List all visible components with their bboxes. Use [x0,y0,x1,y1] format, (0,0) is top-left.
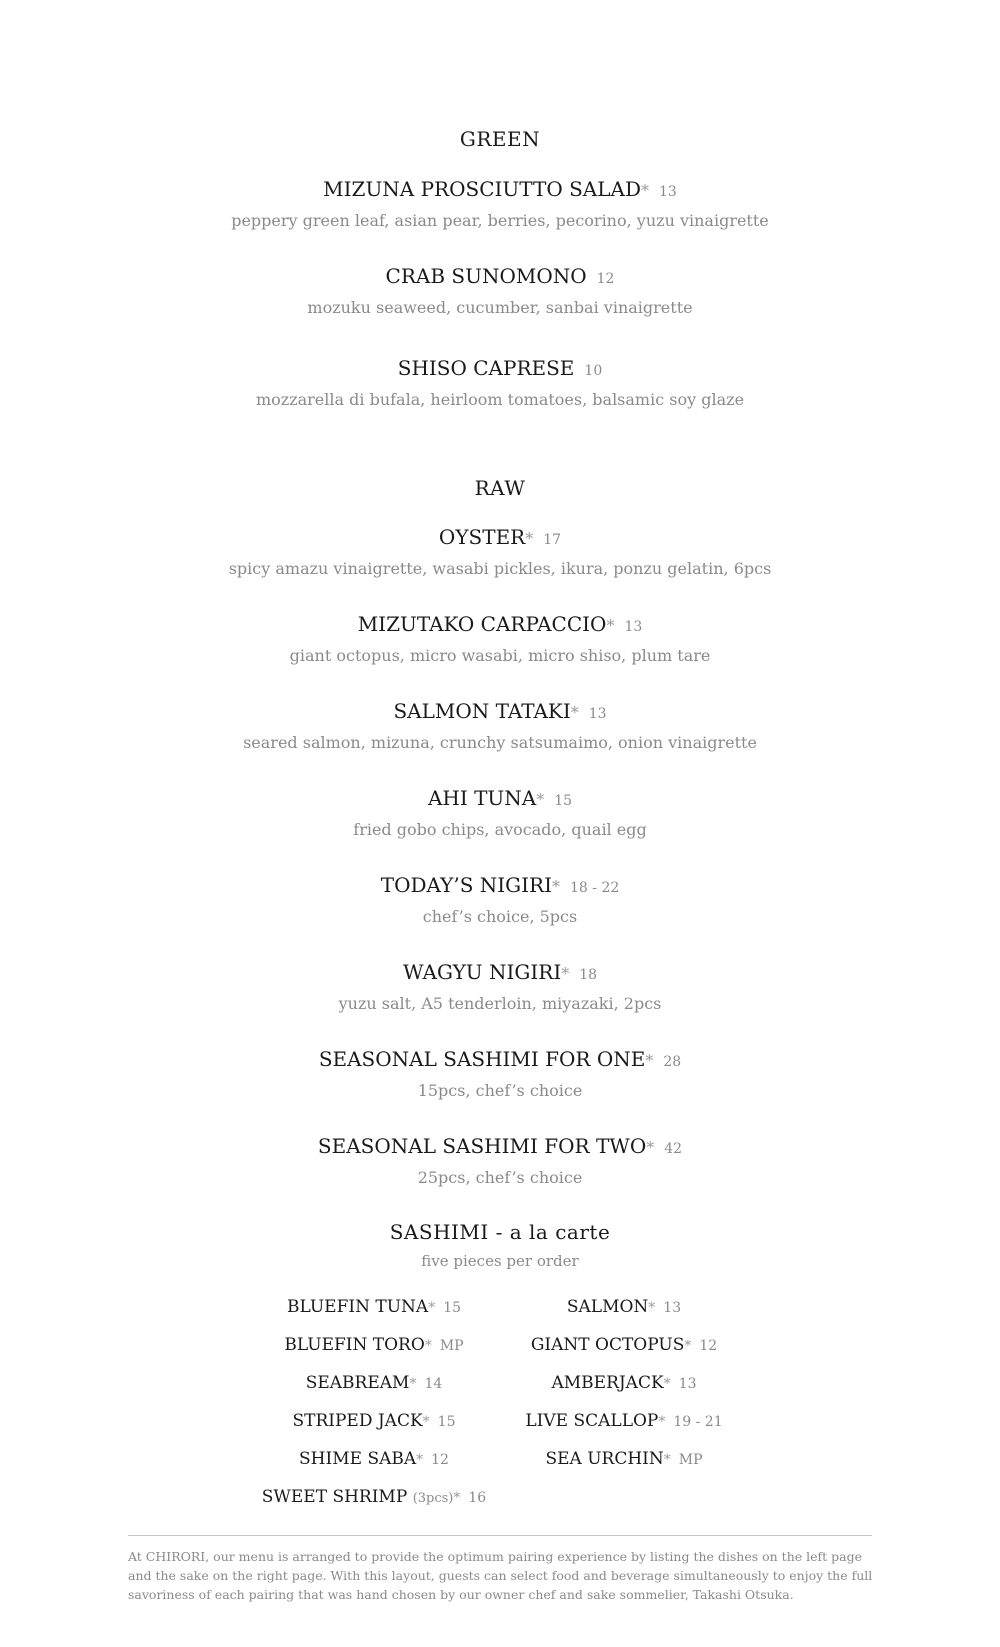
raw-asterisk: * [453,1490,461,1506]
raw-asterisk: * [640,181,649,200]
item-name: MIZUTAKO CARPACCIO [357,612,607,636]
footnote: At CHIRORI, our menu is arranged to provide the optimum pairing experience by listing the dishes on the left page and the sake on the right page. With this layout, guests can select food and beverage simultaneously to enjoy the full savoriness of each pairing that was hand chosen by our owner chef and sake sommelier, Takashi Otsuka. [128,1549,873,1602]
item-name: BLUEFIN TUNA [286,1297,429,1317]
sashimi-item [254,1296,494,1319]
raw-asterisk: * [552,877,560,896]
menu-item [0,960,1000,1014]
sashimi-row [0,1448,1000,1470]
item-name: SHISO CAPRESE [397,356,575,380]
item-price: 12 [596,271,615,287]
sashimi-item [504,1448,744,1471]
menu-item [0,1134,1000,1188]
item-price: 13 [624,619,643,635]
raw-asterisk: * [663,1376,671,1392]
item-price: 10 [584,363,603,379]
divider [128,1535,872,1536]
raw-asterisk: * [422,1414,430,1430]
item-name: SALMON TATAKI [393,699,571,723]
item-price: 18 - 22 [570,880,620,896]
raw-asterisk: * [663,1452,671,1468]
item-price: 19 - 21 [673,1414,723,1430]
menu-item [0,177,1000,231]
item-name: SEA URCHIN [545,1449,664,1469]
item-name: SEASONAL SASHIMI FOR TWO [317,1134,647,1158]
menu-item [0,699,1000,753]
item-name: CRAB SUNOMONO [385,264,587,288]
item-name: AHI TUNA [427,786,537,810]
item-description: 15pcs, chef’s choice [417,1081,583,1100]
sashimi-item [254,1448,494,1471]
item-description: 25pcs, chef’s choice [417,1168,583,1187]
item-price: 42 [664,1141,683,1157]
item-price: 13 [588,706,607,722]
menu-item [0,612,1000,666]
item-name: SEABREAM [305,1373,410,1393]
item-price: 28 [663,1054,682,1070]
item-name: SHIME SABA [299,1449,417,1469]
item-name: TODAY’S NIGIRI [380,873,552,897]
item-name: LIVE SCALLOP [525,1411,659,1431]
section-title-raw: RAW [474,476,526,500]
sashimi-row [0,1334,1000,1356]
item-name: AMBERJACK [551,1373,664,1393]
item-description: chef’s choice, 5pcs [422,907,578,926]
raw-asterisk: * [536,790,545,809]
item-description: peppery green leaf, asian pear, berries, pecorino, yuzu vinaigrette [231,211,769,230]
section-title-sashimi: SASHIMI - a la carte [389,1220,611,1244]
raw-asterisk: * [646,1138,655,1157]
sashimi-row [0,1486,1000,1508]
menu-item [0,1047,1000,1101]
item-name: STRIPED JACK [292,1411,423,1431]
menu-item [0,356,1000,410]
item-price: 14 [424,1376,443,1392]
item-name: SEASONAL SASHIMI FOR ONE [318,1047,646,1071]
item-price: 17 [543,532,562,548]
item-description: mozzarella di bufala, heirloom tomatoes, balsamic soy glaze [255,390,745,409]
item-price: 15 [554,793,573,809]
sashimi-row [0,1296,1000,1318]
item-quantity: (3pcs) [412,1491,454,1506]
item-name: BLUEFIN TORO [284,1335,425,1355]
item-price: 15 [437,1414,456,1430]
raw-asterisk: * [525,529,534,548]
sashimi-item [254,1372,494,1395]
item-price: 12 [699,1338,718,1354]
sashimi-item [254,1334,494,1357]
item-description: mozuku seaweed, cucumber, sanbai vinaigrette [307,298,693,317]
item-price: 18 [579,967,598,983]
sashimi-item [254,1486,494,1510]
item-price: MP [439,1338,464,1354]
sashimi-subtitle: five pieces per order [421,1252,579,1270]
item-name: WAGYU NIGIRI [402,960,562,984]
menu-item [0,786,1000,840]
sashimi-row [0,1372,1000,1394]
item-price: 16 [468,1490,487,1506]
section-title-green: GREEN [459,127,541,151]
item-price: 12 [431,1452,449,1468]
raw-asterisk: * [570,703,579,722]
item-description: yuzu salt, A5 tenderloin, miyazaki, 2pcs [338,994,662,1013]
item-price: 13 [678,1376,697,1392]
menu-item [0,264,1000,318]
raw-asterisk: * [428,1300,436,1316]
raw-asterisk: * [645,1051,654,1070]
sashimi-item [504,1410,744,1433]
sashimi-item [504,1334,744,1357]
menu-item [0,873,1000,927]
sashimi-row [0,1410,1000,1432]
item-price: MP [678,1452,703,1468]
item-description: fried gobo chips, avocado, quail egg [353,820,647,839]
sashimi-item [504,1296,744,1319]
menu-item [0,525,1000,579]
item-name: SALMON [566,1297,649,1317]
item-description: seared salmon, mizuna, crunchy satsumaimo, onion vinaigrette [243,733,757,752]
sashimi-item [254,1410,494,1433]
raw-asterisk: * [648,1300,656,1316]
item-price: 15 [443,1300,462,1316]
item-description: giant octopus, micro wasabi, micro shiso, plum tare [289,646,711,665]
item-name: MIZUNA PROSCIUTTO SALAD [323,177,641,201]
item-name: GIANT OCTOPUS [530,1335,685,1355]
item-name: SWEET SHRIMP [261,1487,408,1507]
item-price: 13 [658,184,677,200]
item-name: OYSTER [438,525,526,549]
raw-asterisk: * [416,1452,424,1468]
raw-asterisk: * [409,1376,417,1392]
raw-asterisk: * [658,1414,666,1430]
raw-asterisk: * [561,964,570,983]
raw-asterisk: * [606,616,615,635]
item-price: 13 [663,1300,682,1316]
raw-asterisk: * [684,1338,692,1354]
item-description: spicy amazu vinaigrette, wasabi pickles, ikura, ponzu gelatin, 6pcs [228,559,772,578]
sashimi-item [504,1372,744,1395]
raw-asterisk: * [424,1338,432,1354]
